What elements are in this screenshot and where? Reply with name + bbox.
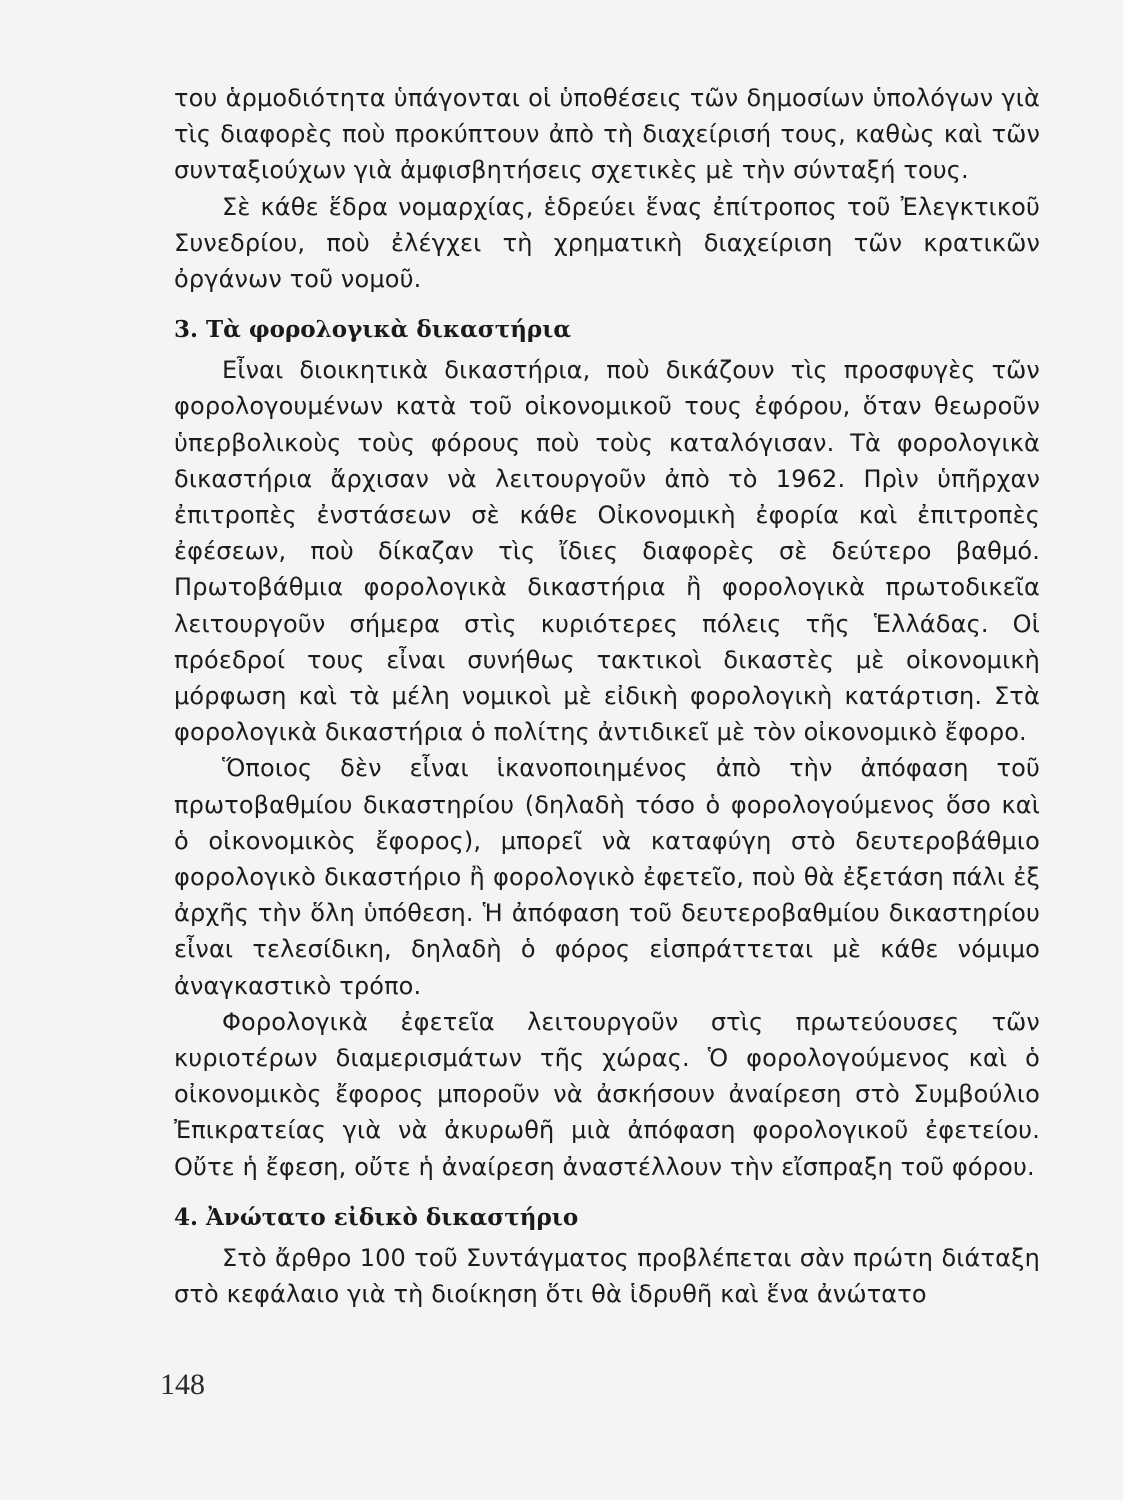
paragraph-appeal: Ὅποιος δὲν εἶναι ἱκανοποιημένος ἀπὸ τὴν ἀπόφαση τοῦ πρωτοβαθμίου δικαστηρίου (δηλαδὴ τόσο ὁ φορολογούμενος ὅσο καὶ ὁ οἰκονομικὸς ἔφορος), μπορεῖ νὰ καταφύγη στὸ δευτεροβάθμιο φορολογικὸ δικαστήριο ἢ φορολογικὸ ἐφετεῖο, ποὺ θὰ ἐξετάση πάλι ἐξ ἀρχῆς τὴν ὅλη ὑπόθεση. Ἡ ἀπόφαση τοῦ δευτεροβαθμίου δικαστηρίου εἶναι τελεσίδικη, δηλαδὴ ὁ φόρος εἰσπράττεται μὲ κάθε νόμιμο ἀναγκαστικὸ τρόπο. [174,754,1040,1000]
page-body [174,80,1040,1312]
section-heading-supreme-special-court: 4. Ἀνώτατο εἰδικὸ δικαστήριο [174,1203,579,1231]
page-number: 148 [160,1368,205,1401]
paragraph-tax-courts: Εἶναι διοικητικὰ δικαστήρια, ποὺ δικάζουν τὶς προσφυγὲς τῶν φορολογουμένων κατὰ τοῦ οἰκονομικοῦ τους ἐφόρου, ὅταν θεωροῦν ὑπερβολικοὺς τοὺς φόρους ποὺ τοὺς καταλόγισαν. Τὰ φορολογικὰ δικαστήρια ἄρχισαν νὰ λειτουργοῦν ἀπὸ τὸ 1962. Πρὶν ὑπῆρχαν ἐπιτροπὲς ἐνστάσεων σὲ κάθε Οἰκονομικὴ ἐφορία καὶ ἐπιτροπὲς ἐφέσεων, ποὺ δίκαζαν τὶς ἴδιες διαφορὲς σὲ δεύτερο βαθμό. Πρωτοβάθμια φορολογικὰ δικαστήρια ἢ φορολογικὰ πρωτοδικεῖα λειτουργοῦν σήμερα στὶς κυριότερες πόλεις τῆς Ἑλλάδας. Οἱ πρόεδροί τους εἶναι συνήθως τακτικοὶ δικαστὲς μὲ οἰκονομικὴ μόρφωση καὶ τὰ μέλη νομικοὶ μὲ εἰδικὴ φορολογικὴ κατάρτιση. Στὰ φορολογικὰ δικαστήρια ὁ πολίτης ἀντιδικεῖ μὲ τὸν οἰκονομικὸ ἔφορο. [174,356,1040,747]
paragraph-article-100: Στὸ ἄρθρο 100 τοῦ Συντάγματος προβλέπεται σὰν πρώτη διάταξη στὸ κεφάλαιο γιὰ τὴ διοίκηση ὅτι θὰ ἱδρυθῆ καὶ ἕνα ἀνώτατο [174,1243,1040,1309]
section-heading-tax-courts: 3. Τὰ φορολογικὰ δικαστήρια [174,316,572,344]
paragraph-continuation: του ἁρμοδιότητα ὑπάγονται οἱ ὑποθέσεις τῶν δημοσίων ὑπολόγων γιὰ τὶς διαφορὲς ποὺ προκύπτουν ἀπὸ τὴ διαχείρισή τους, καθὼς καὶ τῶν συνταξιούχων γιὰ ἀμφισβητήσεις σχετικὲς μὲ τὴν σύνταξή τους. [174,84,1040,185]
paragraph-tax-appeal-courts: Φορολογικὰ ἐφετεῖα λειτουργοῦν στὶς πρωτεύουσες τῶν κυριοτέρων διαμερισμάτων τῆς χώρας. Ὁ φορολογούμενος καὶ ὁ οἰκονομικὸς ἔφορος μποροῦν νὰ ἀσκήσουν ἀναίρεση στὸ Συμβούλιο Ἐπικρατείας γιὰ νὰ ἀκυρωθῆ μιὰ ἀπόφαση φορολογικοῦ ἐφετείου. Οὔτε ἡ ἔφεση, οὔτε ἡ ἀναίρεση ἀναστέλλουν τὴν εἴσπραξη τοῦ φόρου. [174,1007,1040,1181]
paragraph-commissioner: Σὲ κάθε ἕδρα νομαρχίας, ἑδρεύει ἕνας ἐπίτροπος τοῦ Ἐλεγκτικοῦ Συνεδρίου, ποὺ ἐλέγχει τὴ χρηματικὴ διαχείριση τῶν κρατικῶν ὀργάνων τοῦ νομοῦ. [174,192,1040,294]
